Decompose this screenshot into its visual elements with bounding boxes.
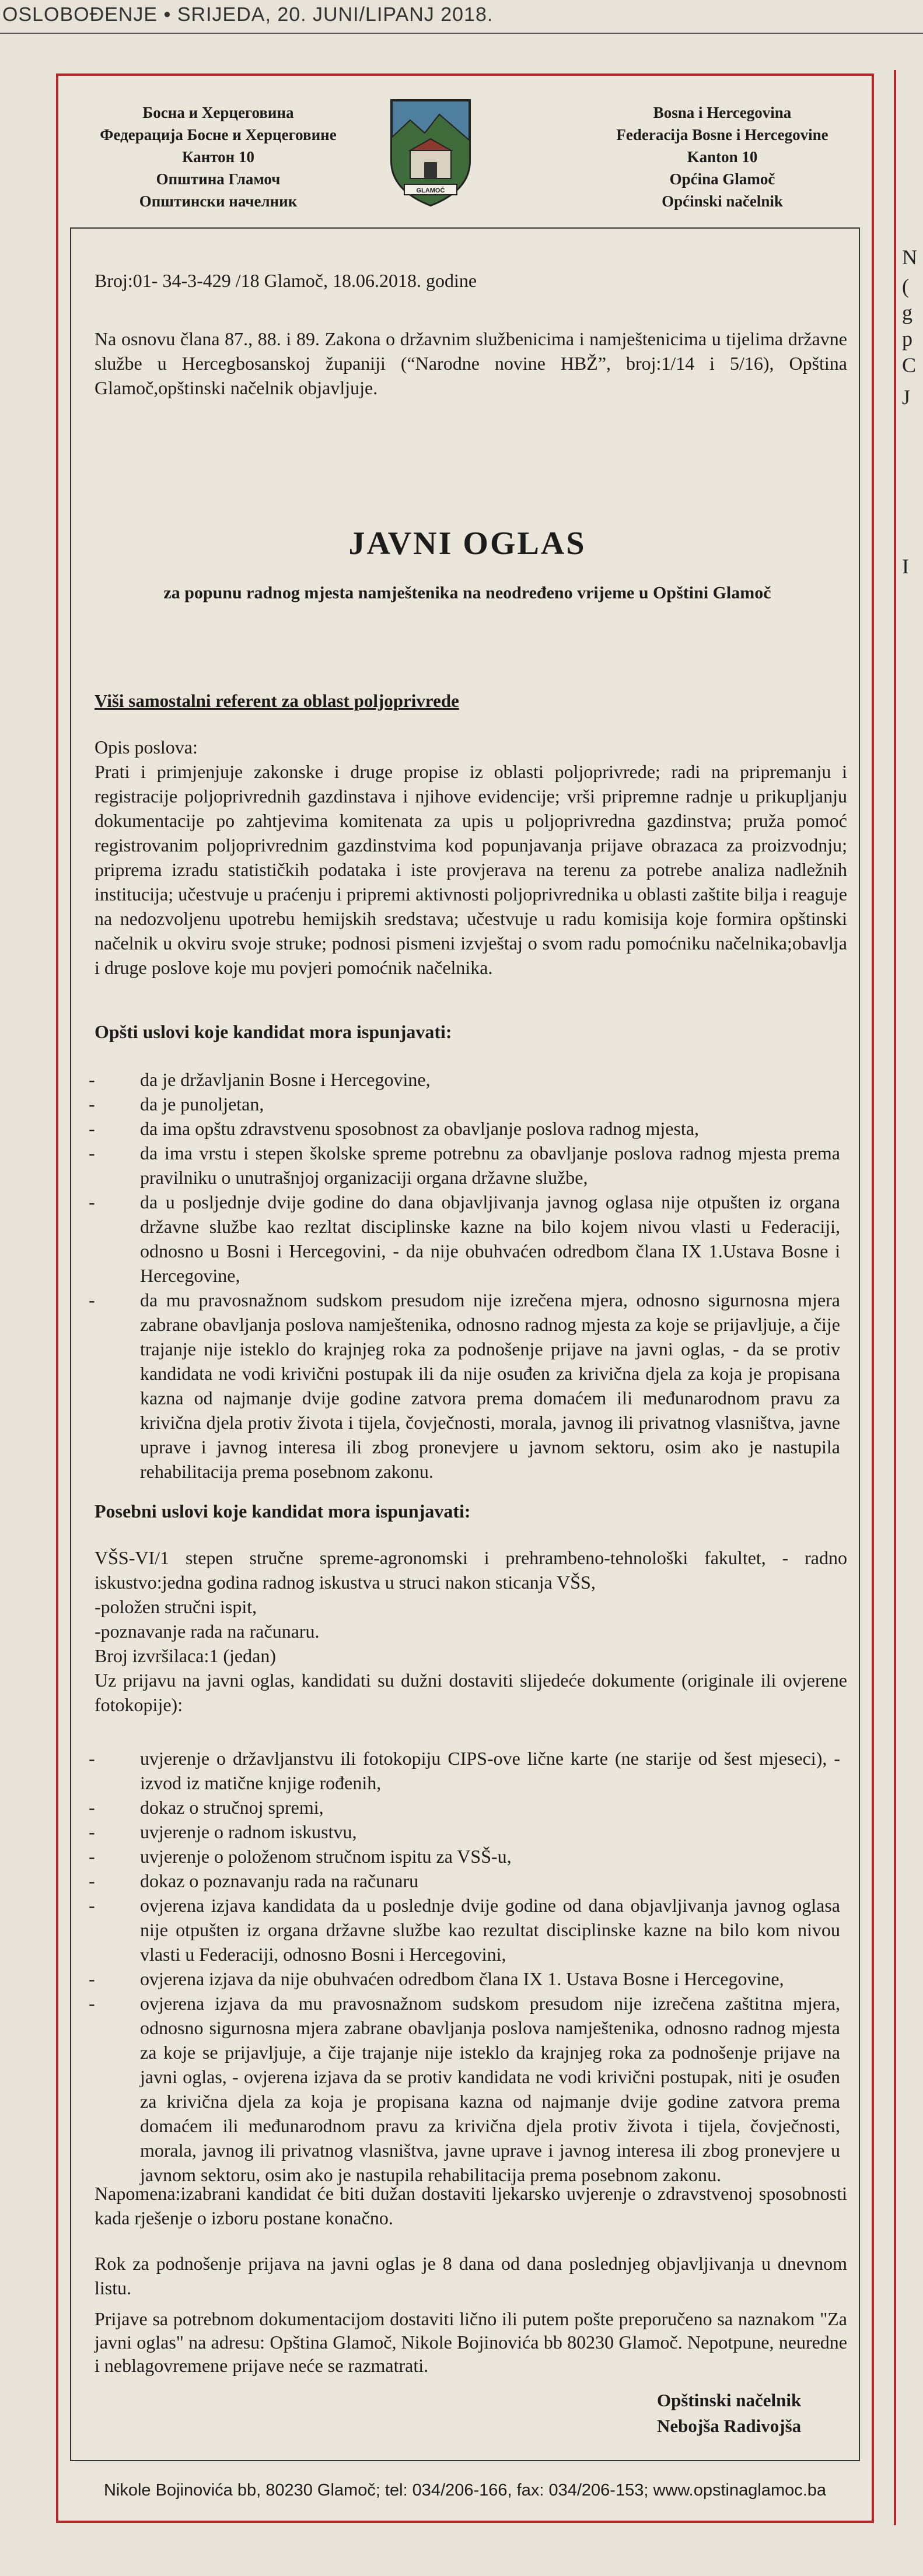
list-item: - dokaz o stručnoj spremi, xyxy=(70,1795,840,1820)
list-item: - da je punoljetan, xyxy=(70,1092,840,1116)
header-line: Босна и Херцеговина xyxy=(142,104,294,121)
header-rule xyxy=(0,33,923,34)
list-item: - ovjerena izjava da mu pravosnažnom sudskom presudom nije izrečena zaštitna mjera, odnosno sigurnosna mjera zabrane obavljanja poslova namještenika, odnosno radnog mjesta za koje se prijavljuje, a čije trajanje nije isteklo da krajnjeg roka za podnošenje prijave na javni oglas, - ovjerena izjava da se protiv kandidata ne vodi krivični postupak, niti je osuđen za krivična djela za koja je propisana kazna od najmanje dvije godine zatvora prema domaćem ili međunarodnom pravu za krivična djela protiv života i tijela, čovječnosti, morala, javnog ili privatnog vlasništva, javne uprave i javnog interesa ili zbog pronevjere u javnom sektoru, osim ako je nastupila rehabilitacija prema posebnom zakonu. xyxy=(70,1991,840,2187)
header-line: Federacija Bosne i Hercegovine xyxy=(616,126,828,143)
signature-role: Opštinski načelnik xyxy=(657,2390,802,2410)
coat-of-arms-icon xyxy=(387,97,474,208)
intro-paragraph: Na osnovu člana 87., 88. i 89. Zakona o državnim službenicima i namještenicima u tijelima državne službe u Hercegbosanskoj županiji (“Narodne novine HBŽ”, broj:1/14 i 5/16), Opština Glamoč,opštinski načelnik objavljuje. xyxy=(95,328,847,398)
coat-label: GLAMOČ xyxy=(416,187,445,194)
header-line: Bosna i Hercegovina xyxy=(653,104,792,121)
signature-name: Nebojša Radivojša xyxy=(657,2416,802,2436)
header-line: Kanton 10 xyxy=(687,148,758,166)
list-item: - ovjerena izjava da nije obuhvaćen odredbom člana IX 1. Ustava Bosne i Hercegovine, xyxy=(70,1967,840,1991)
general-conditions-heading: Opšti uslovi koje kandidat mora ispunjavati: xyxy=(95,1021,452,1042)
special-line: -poznavanje rada na računaru. xyxy=(95,1621,320,1642)
special-conditions-text xyxy=(95,1545,847,1717)
header-line: Općinski načelnik xyxy=(662,192,783,210)
list-item: - da je državljanin Bosne i Hercegovine, xyxy=(70,1067,840,1092)
reference-line: Broj:01- 34-3-429 /18 Glamoč, 18.06.2018. godine xyxy=(95,270,477,291)
note-paragraph: Napomena:izabrani kandidat će biti dužan dostaviti ljekarsko uvjerenje o zdravstvenoj sposobnosti kada rješenje o izboru postane konačno. xyxy=(95,2183,847,2228)
newspaper-header: OSLOBOĐENJE • SRIJEDA, 20. JUNI/LIPANJ 2018. xyxy=(2,3,494,26)
side-fragment: J xyxy=(902,385,911,409)
list-item: - da ima vrstu i stepen školske spreme potrebnu za obavljanje poslova radnog mjesta prema pravilniku o unutrašnjoj organizaciji organa državne službe, xyxy=(70,1141,840,1190)
position-title: Viši samostalni referent za oblast poljoprivrede xyxy=(95,691,459,711)
notice-subtitle: za popunu radnog mjesta namještenika na neodređeno vrijeme u Opštini Glamoč xyxy=(163,583,771,602)
duties-section xyxy=(95,735,847,980)
header-line: Федерација Босне и Херцеговине xyxy=(100,126,337,143)
submission-paragraph: Prijave sa potrebnom dokumentacijom dostaviti lično ili putem pošte preporučeno sa naznakom "Za javni oglas" na adresu: Opština Glamoč, Nikole Bojinovića bb 80230 Glamoč. Nepotpune, neuredne i neblagovremene prijave neće se razmatrati. xyxy=(95,2308,847,2376)
list-item: - dokaz o poznavanju rada na računaru xyxy=(70,1869,840,1893)
adjacent-column-frame xyxy=(894,70,923,2525)
duties-heading: Opis poslova: xyxy=(95,737,198,758)
list-item: - da u posljednje dvije godine do dana objavljivanja javnog oglasa nije otpušten iz organa državne službe kao rezltat disciplinske kazne na bilo kojem nivou vlasti u Federaciji, odnosno u Bosni i Hercegovini, - da nije obuhvaćen odredbom člana IX 1.Ustava Bosne i Hercegovine, xyxy=(70,1190,840,1288)
public-notice xyxy=(56,73,874,2523)
list-item: - da ima opštu zdravstvenu sposobnost za obavljanje poslova radnog mjesta, xyxy=(70,1116,840,1141)
list-item: - da mu pravosnažnom sudskom presudom nije izrečena mjera, odnosno sigurnosna mjera zabrane obavljanja poslova namještenika, odnosno radnog mjesta za koje se prijavljuje, a čije trajanje nije isteklo do krajnjeg roka za podnošenje prijave na javni oglas, - da se protiv kandidata ne vodi krivični postupak ili da nije osuđen za krivična djela za koja je propisana kazna od najmanje dvije godine zatvora prema domaćem ili međunarodnom pravu za krivična djela protiv života i tijela, čovječnosti, morala, javnog ili privatnog vlasništva, javne uprave i javnog interesa ili zbog pronevjere u javnom sektoru, osim ako je nastupila rehabilitacija prema posebnom zakonu. xyxy=(70,1288,840,1484)
list-item: - uvjerenje o položenom stručnom ispitu za VSŠ-u, xyxy=(70,1844,840,1869)
documents-list xyxy=(70,1746,840,2187)
special-requirement: VŠS-VI/1 stepen stručne spreme-agronomski i prehrambeno-tehnološki fakultet, - radno iskustvo:jedna godina radnog iskustva u struci nakon sticanja VŠS, xyxy=(95,1547,847,1593)
header-left-cyrillic xyxy=(67,101,370,212)
duties-text: Prati i primjenjuje zakonske i druge propise iz oblasti poljoprivrede; radi na pripremanju i registracije poljoprivrednih gazdinstava i njihove evidencije; vrši pripremne radnje u prikupljanju dokumentacije po zahtjevima komitenata za upis u poljoprivredna gazdinstva; pruža pomoć registrovanim poljoprivrednim gazdinstvima kod popunjavanja prijave obrazaca za proizvodnju; priprema izradu statističkih podataka i iste provjerava na terenu za potrebe analiza nadležnih institucija; učestvuje u praćenju i pripremi aktivnosti poljoprivrednika u oblasti zaštite bilja i reaguje na nedozvoljenu upotrebu hemijskih sredstava; učestvuje u radu komisija koje formira opštinski načelnik u okviru svoje struke; podnosi pismeni izvještaj o svom radu pomoćniku načelnika;obavlja i druge poslove koje mu povjeri pomoćnik načelnika. xyxy=(95,761,847,978)
header-line: Општински начелник xyxy=(139,192,298,210)
special-conditions-heading: Posebni uslovi koje kandidat mora ispunjavati: xyxy=(95,1501,471,1522)
side-fragment: p xyxy=(902,327,912,351)
special-line: -položen stručni ispit, xyxy=(95,1596,257,1617)
side-fragment: g xyxy=(902,301,912,324)
header-right-latin xyxy=(571,101,874,212)
special-line: Broj izvršilaca:1 (jedan) xyxy=(95,1645,276,1666)
side-fragment: N xyxy=(902,246,917,269)
deadline-paragraph: Rok za podnošenje prijava na javni oglas je 8 dana od dana poslednjeg objavljivanja u dnevnom listu. xyxy=(95,2253,847,2298)
list-item: - uvjerenje o državljanstvu ili fotokopiju CIPS-ove lične karte (ne starije od šest mjeseci), - izvod iz matične knjige rođenih, xyxy=(70,1746,840,1795)
list-item: - ovjerena izjava kandidata da u poslednje dvije godine od dana objavljivanja javnog oglasa nije otpušten iz organa državne službe kao rezultat disciplinske kazne na bilo kom nivou vlasti u Federaciji, odnosno Bosni i Hercegovini, xyxy=(70,1893,840,1967)
general-conditions-list xyxy=(70,1067,840,1484)
header-line: Општина Гламоч xyxy=(156,170,281,188)
list-item: - uvjerenje o radnom iskustvu, xyxy=(70,1820,840,1844)
header-line: Općina Glamoč xyxy=(669,170,775,188)
side-fragment: I xyxy=(902,555,909,578)
side-fragment: C xyxy=(902,353,917,377)
notice-header xyxy=(58,76,872,227)
special-line: Uz prijavu na javni oglas, kandidati su dužni dostaviti slijedeće dokumente (originale ili ovjerene fotokopije): xyxy=(95,1670,847,1715)
contact-footer: Nikole Bojinovića bb, 80230 Glamoč; tel: 034/206-166, fax: 034/206-153; www.opstinaglamoc.ba xyxy=(103,2481,827,2500)
side-fragment: ( xyxy=(902,275,909,298)
signature-block xyxy=(657,2388,801,2439)
header-line: Кантон 10 xyxy=(182,148,254,166)
notice-title: JAVNI OGLAS xyxy=(348,525,586,562)
